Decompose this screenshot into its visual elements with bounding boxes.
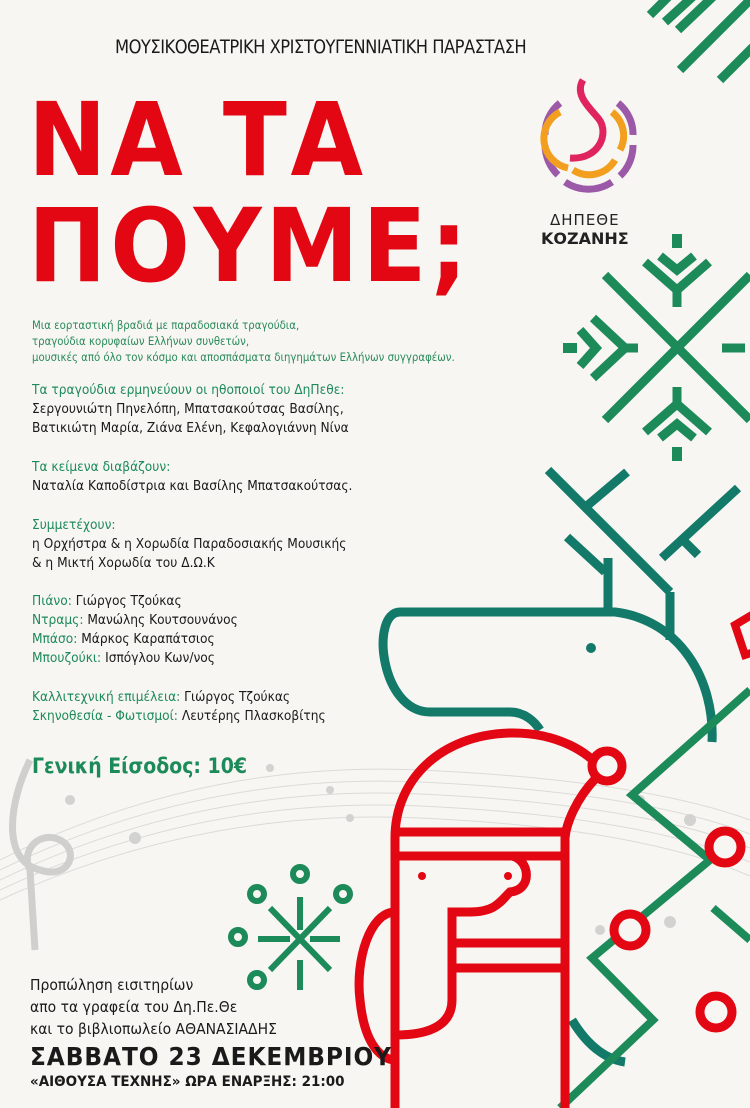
musician-row xyxy=(32,630,238,649)
presale-line: απο τα γραφεία του Δη.Πε.Θε xyxy=(30,998,238,1016)
presale-line: και το βιβλιοπωλείο ΑΘΑΝΑΣΙΑΔΗΣ xyxy=(30,1020,277,1038)
musician-name: Ισπόγλου Κων/νος xyxy=(105,650,215,666)
intro-line: Μια εορταστική βραδιά με παραδοσιακά τραγούδια, xyxy=(32,319,300,332)
singers-names: Σεργουνιώτη Πηνελόπη, Μπατσακούτσας Βασίλης, xyxy=(32,401,344,417)
readers-section xyxy=(32,458,352,496)
presale-info xyxy=(30,974,277,1040)
musician-role: Μπάσο: xyxy=(32,631,78,647)
direction-name: Γιώργος Τζούκας xyxy=(184,689,291,705)
direction-section xyxy=(32,688,326,726)
readers-label: Τα κείμενα διαβάζουν: xyxy=(32,459,171,475)
snowflake-icon xyxy=(563,234,750,461)
musician-role: Ντραμς: xyxy=(32,612,84,628)
participants-section xyxy=(32,516,346,573)
dhpethe-logo-icon xyxy=(544,80,633,189)
participants-names: η Ορχήστρα & η Χορωδία Παραδοσιακής Μουσικής xyxy=(32,536,347,552)
green-stripes-icon xyxy=(650,0,750,80)
participants-label: Συμμετέχουν: xyxy=(32,517,116,533)
singers-section xyxy=(32,381,349,438)
treble-clef-icon xyxy=(13,760,71,950)
musician-name: Γιώργος Τζούκας xyxy=(75,593,182,609)
readers-names: Ναταλία Καποδίστρια και Βασίλης Μπατσακούτσας. xyxy=(32,478,353,494)
musician-row xyxy=(32,611,238,630)
intro-text xyxy=(32,318,455,366)
star-icon xyxy=(735,610,750,655)
musician-name: Μάρκος Καραπάτσιος xyxy=(81,631,215,647)
event-subtitle: ΜΟΥΣΙΚΟΘΕΑΤΡΙΚΗ ΧΡΙΣΤΟΥΓΕΝΝΙΑΤΙΚΗ ΠΑΡΑΣΤΑΣΗ xyxy=(115,36,527,58)
title-line-1: ΝΑ ΤΑ xyxy=(28,81,367,200)
music-notes-icon xyxy=(65,764,696,935)
direction-row xyxy=(32,707,326,726)
direction-name: Λευτέρης Πλασκοβίτης xyxy=(181,708,326,724)
small-snowflake-icon xyxy=(231,867,350,990)
musician-name: Μανώλης Κουτσουνάνος xyxy=(87,612,238,628)
logo-text-dhpethe: ΔΗΠΕΘΕ xyxy=(550,211,620,229)
musicians-section xyxy=(32,592,238,668)
participants-names: & η Μικτή Χορωδία του Δ.Ω.Κ xyxy=(32,555,215,571)
musician-role: Πιάνο: xyxy=(32,593,72,609)
presale-line: Προπώληση εισιτηρίων xyxy=(30,976,194,994)
intro-line: μουσικές από όλο τον κόσμο και αποσπάσματα διηγημάτων Ελλήνων συγγραφέων. xyxy=(32,351,455,364)
musician-role: Μπουζούκι: xyxy=(32,650,102,666)
direction-role: Καλλιτεχνική επιμέλεια: xyxy=(32,689,181,705)
direction-role: Σκηνοθεσία - Φωτισμοί: xyxy=(32,708,178,724)
direction-row xyxy=(32,688,326,707)
event-venue-time: «ΑΙΘΟΥΣΑ ΤΕΧΝΗΣ» ΩΡΑ ΕΝΑΡΞΗΣ: 21:00 xyxy=(30,1074,345,1090)
singers-label: Τα τραγούδια ερμηνεύουν οι ηθοποιοί του ΔηΠεθε: xyxy=(32,382,345,398)
event-date: ΣΑΒΒΑΤΟ 23 ΔΕΚΕΜΒΡΙΟΥ xyxy=(30,1042,392,1071)
santa-icon xyxy=(359,733,622,1108)
singers-names: Βατικιώτη Μαρία, Ζιάνα Ελένη, Κεφαλογιάννη Νίνα xyxy=(32,420,349,436)
logo-text-kozanis: ΚΟΖΑΝΗΣ xyxy=(541,229,629,248)
musician-row xyxy=(32,592,238,611)
title-line-2: ΠΟΥΜΕ; xyxy=(28,187,472,306)
intro-line: τραγούδια κορυφαίων Ελλήνων συνθετών, xyxy=(32,335,250,348)
event-title xyxy=(28,81,472,306)
musician-row xyxy=(32,649,238,668)
ticket-price: Γενική Είσοδος: 10€ xyxy=(32,754,248,778)
